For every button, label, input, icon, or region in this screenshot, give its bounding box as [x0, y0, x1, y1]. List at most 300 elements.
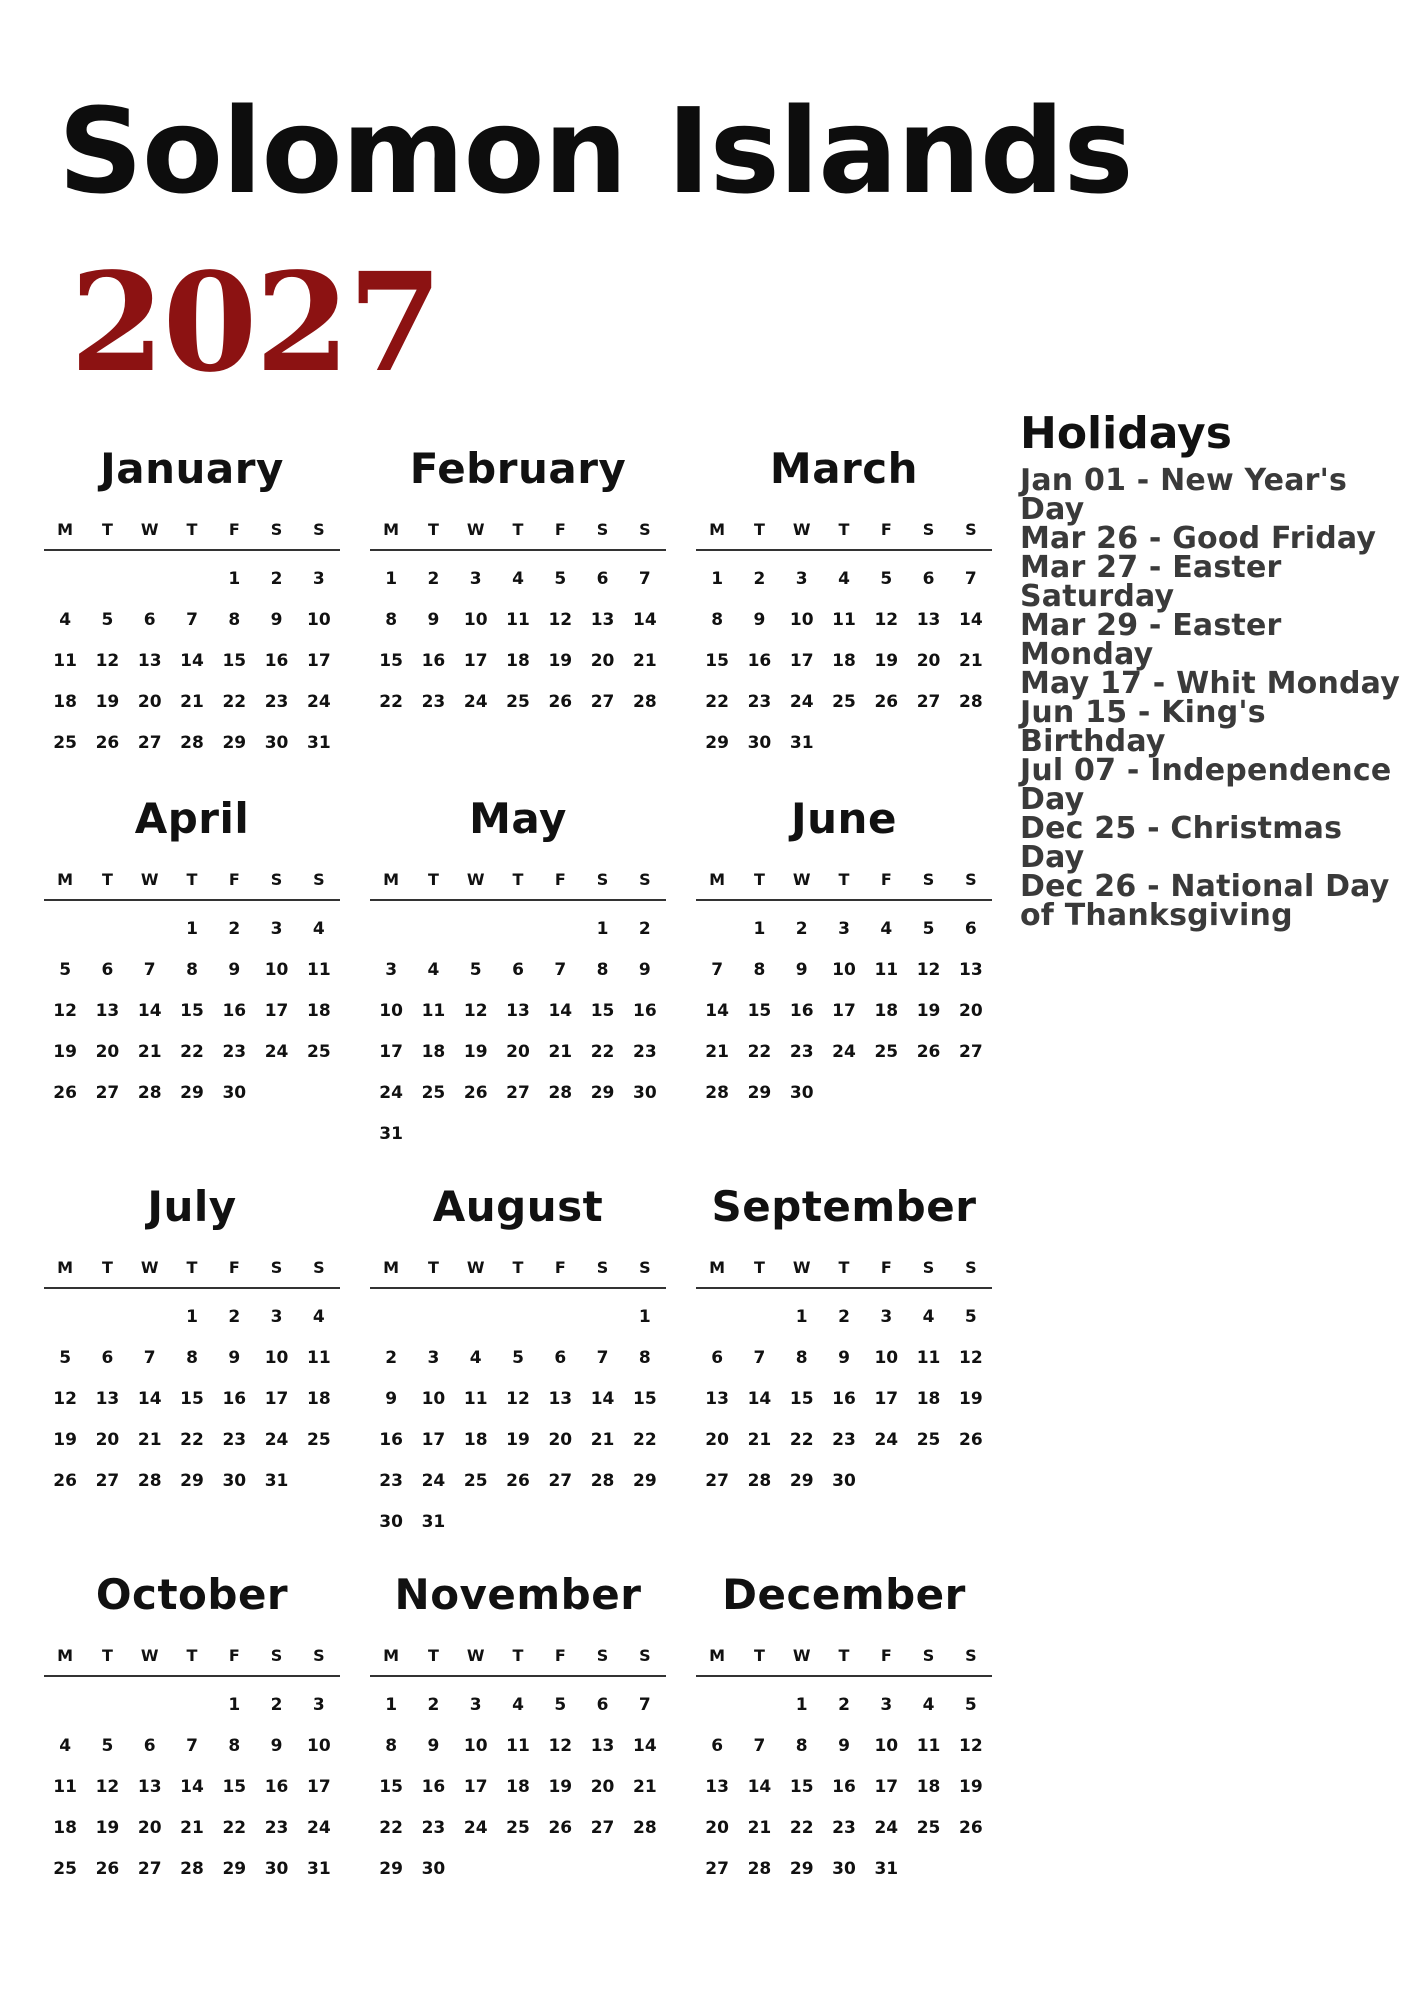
day-cell: 13: [95, 1001, 120, 1021]
weekday-label: S: [270, 1258, 283, 1277]
day-cell: 2: [795, 919, 808, 939]
empty-cell: [370, 1297, 412, 1338]
day-cell: 18: [307, 1001, 331, 1021]
day-cell: 15: [590, 1001, 615, 1021]
weekday-label: F: [880, 1258, 892, 1277]
day-cell: 17: [874, 1389, 899, 1409]
day-cell: 16: [264, 651, 289, 671]
day-cell: 7: [711, 960, 724, 980]
day-cell: 19: [548, 1777, 573, 1797]
empty-cell: [86, 559, 128, 600]
day-cell: 25: [53, 733, 77, 753]
day-cell: 1: [186, 919, 198, 939]
day-cell: 1: [596, 919, 609, 939]
day-cell: 7: [596, 1348, 609, 1368]
weekday-label: S: [270, 870, 283, 889]
day-grid: [44, 1685, 340, 1890]
empty-cell: [412, 1297, 454, 1338]
weekday-label: M: [57, 520, 74, 539]
day-cell: 3: [385, 960, 398, 980]
day-cell: 31: [789, 733, 814, 753]
day-cell: 13: [137, 651, 162, 671]
day-cell: 20: [137, 1818, 162, 1838]
day-cell: 4: [512, 1695, 524, 1715]
day-cell: 18: [506, 651, 530, 671]
day-cell: 3: [469, 569, 482, 589]
day-cell: 15: [633, 1389, 657, 1409]
day-cell: 18: [53, 692, 77, 712]
holiday-item: Mar 26 - Good Friday: [1020, 521, 1377, 556]
day-cell: 14: [137, 1389, 162, 1409]
day-cell: 21: [633, 651, 657, 671]
day-cell: 4: [880, 919, 893, 939]
day-cell: 8: [795, 1348, 808, 1368]
weekday-label: W: [466, 1646, 485, 1665]
day-cell: 24: [307, 692, 331, 712]
day-cell: 4: [512, 569, 524, 589]
day-cell: 20: [916, 651, 941, 671]
day-cell: 9: [427, 1736, 440, 1756]
weekday-label: W: [140, 1258, 159, 1277]
day-cell: 27: [95, 1083, 120, 1103]
weekday-label: F: [880, 1646, 892, 1665]
day-cell: 3: [469, 1695, 482, 1715]
empty-cell: [44, 559, 86, 600]
weekday-label: S: [922, 870, 935, 889]
day-cell: 8: [186, 1348, 198, 1368]
day-cell: 9: [270, 610, 283, 630]
weekday-label: W: [792, 870, 811, 889]
empty-cell: [696, 1685, 738, 1726]
month-march: [696, 444, 992, 764]
day-cell: 27: [959, 1042, 983, 1062]
day-cell: 24: [264, 1430, 289, 1450]
empty-cell: [86, 909, 128, 950]
month-name: February: [409, 444, 627, 493]
day-cell: 10: [832, 960, 856, 980]
day-cell: 15: [705, 651, 729, 671]
weekday-label: T: [427, 520, 439, 539]
day-cell: 6: [512, 960, 524, 980]
day-cell: 19: [874, 651, 899, 671]
weekday-label: S: [596, 870, 609, 889]
empty-cell: [412, 909, 454, 950]
day-cell: 24: [421, 1471, 446, 1491]
weekday-header: [370, 520, 666, 551]
weekday-label: S: [596, 520, 609, 539]
day-cell: 4: [469, 1348, 482, 1368]
day-cell: 14: [180, 651, 204, 671]
day-cell: 9: [753, 610, 766, 630]
day-cell: 31: [307, 1859, 331, 1879]
day-cell: 4: [312, 919, 325, 939]
weekday-label: M: [57, 1646, 74, 1665]
day-cell: 25: [421, 1083, 446, 1103]
day-cell: 14: [548, 1001, 573, 1021]
weekday-label: W: [792, 1258, 811, 1277]
empty-cell: [44, 1297, 86, 1338]
day-cell: 8: [753, 960, 766, 980]
day-cell: 8: [711, 610, 724, 630]
empty-cell: [539, 1297, 581, 1338]
day-cell: 24: [307, 1818, 331, 1838]
day-cell: 26: [916, 1042, 941, 1062]
day-cell: 28: [747, 1471, 772, 1491]
day-cell: 12: [95, 1777, 120, 1797]
day-cell: 26: [53, 1083, 77, 1103]
month-january: [44, 444, 340, 764]
day-cell: 7: [143, 1348, 156, 1368]
holiday-item: Dec 25 - Christmas Day: [1020, 811, 1343, 875]
day-cell: 28: [959, 692, 983, 712]
day-cell: 17: [421, 1430, 446, 1450]
weekday-label: M: [383, 1646, 400, 1665]
empty-cell: [129, 909, 171, 950]
day-grid: [370, 559, 666, 723]
day-cell: 26: [53, 1471, 77, 1491]
weekday-label: T: [101, 520, 113, 539]
weekday-label: W: [466, 520, 485, 539]
weekday-label: F: [554, 870, 566, 889]
day-cell: 16: [421, 1777, 446, 1797]
weekday-label: M: [709, 520, 726, 539]
day-cell: 20: [95, 1042, 120, 1062]
day-cell: 10: [264, 1348, 289, 1368]
month-february: [370, 444, 666, 723]
day-cell: 2: [427, 569, 440, 589]
weekday-label: S: [922, 520, 935, 539]
weekday-label: T: [427, 1646, 439, 1665]
day-cell: 6: [596, 569, 609, 589]
empty-cell: [129, 1685, 171, 1726]
day-cell: 5: [964, 1695, 977, 1715]
day-cell: 15: [789, 1389, 814, 1409]
month-name: January: [100, 444, 284, 493]
day-cell: 12: [959, 1736, 983, 1756]
empty-cell: [171, 1685, 213, 1726]
weekday-label: S: [965, 870, 977, 889]
day-cell: 27: [590, 692, 615, 712]
day-cell: 11: [506, 610, 530, 630]
day-cell: 20: [95, 1430, 120, 1450]
day-cell: 12: [506, 1389, 530, 1409]
weekday-label: S: [313, 1646, 325, 1665]
day-cell: 28: [180, 733, 204, 753]
day-cell: 23: [222, 1430, 247, 1450]
weekday-label: S: [639, 870, 651, 889]
weekday-label: T: [753, 870, 765, 889]
day-cell: 25: [506, 1818, 530, 1838]
day-cell: 15: [180, 1001, 204, 1021]
day-cell: 22: [789, 1818, 814, 1838]
day-cell: 18: [53, 1818, 77, 1838]
day-cell: 12: [548, 1736, 573, 1756]
day-cell: 30: [264, 1859, 289, 1879]
day-cell: 25: [307, 1430, 331, 1450]
day-cell: 10: [379, 1001, 403, 1021]
day-cell: 5: [59, 960, 72, 980]
day-cell: 4: [427, 960, 440, 980]
day-cell: 4: [312, 1307, 325, 1327]
day-cell: 18: [916, 1777, 941, 1797]
weekday-header: [696, 1258, 992, 1289]
day-grid: [44, 909, 340, 1114]
day-cell: 24: [789, 692, 814, 712]
day-cell: 8: [228, 610, 241, 630]
day-cell: 19: [95, 692, 120, 712]
day-cell: 9: [228, 960, 241, 980]
holidays-panel: [1020, 408, 1400, 933]
weekday-label: T: [186, 1646, 198, 1665]
day-cell: 28: [137, 1471, 162, 1491]
weekday-label: S: [596, 1646, 609, 1665]
day-cell: 7: [964, 569, 977, 589]
day-cell: 29: [379, 1859, 403, 1879]
day-cell: 16: [747, 651, 772, 671]
day-cell: 26: [463, 1083, 488, 1103]
day-cell: 6: [596, 1695, 609, 1715]
day-cell: 12: [916, 960, 941, 980]
month-august: [370, 1182, 666, 1543]
day-cell: 6: [711, 1736, 724, 1756]
day-cell: 8: [638, 1348, 651, 1368]
month-name: October: [95, 1570, 289, 1619]
day-cell: 18: [506, 1777, 530, 1797]
day-cell: 17: [832, 1001, 856, 1021]
day-cell: 15: [789, 1777, 814, 1797]
empty-cell: [539, 909, 581, 950]
day-cell: 10: [264, 960, 289, 980]
day-cell: 31: [874, 1859, 899, 1879]
day-cell: 29: [747, 1083, 772, 1103]
day-cell: 2: [753, 569, 766, 589]
day-cell: 12: [463, 1001, 488, 1021]
weekday-label: T: [186, 520, 198, 539]
day-cell: 6: [554, 1348, 567, 1368]
day-cell: 29: [705, 733, 729, 753]
day-cell: 11: [463, 1389, 488, 1409]
day-cell: 10: [789, 610, 814, 630]
day-cell: 14: [747, 1389, 772, 1409]
day-cell: 19: [95, 1818, 120, 1838]
empty-cell: [738, 1297, 780, 1338]
day-cell: 26: [548, 1818, 573, 1838]
day-cell: 21: [747, 1430, 772, 1450]
day-cell: 25: [916, 1818, 941, 1838]
day-cell: 9: [228, 1348, 241, 1368]
day-cell: 20: [137, 692, 162, 712]
month-name: November: [394, 1570, 642, 1619]
day-cell: 16: [633, 1001, 657, 1021]
day-cell: 8: [186, 960, 198, 980]
day-cell: 25: [916, 1430, 941, 1450]
day-cell: 18: [307, 1389, 331, 1409]
day-cell: 22: [180, 1042, 204, 1062]
day-grid: [370, 1685, 666, 1890]
day-cell: 3: [880, 1307, 893, 1327]
day-cell: 16: [421, 651, 446, 671]
day-cell: 9: [270, 1736, 283, 1756]
weekday-label: T: [101, 1258, 113, 1277]
month-november: [370, 1570, 666, 1890]
weekday-label: W: [466, 1258, 485, 1277]
weekday-label: F: [228, 870, 240, 889]
day-cell: 8: [596, 960, 609, 980]
day-cell: 3: [427, 1348, 440, 1368]
weekday-label: W: [792, 1646, 811, 1665]
day-cell: 28: [633, 692, 657, 712]
empty-cell: [738, 1685, 780, 1726]
day-cell: 1: [385, 569, 398, 589]
day-cell: 23: [264, 1818, 289, 1838]
day-cell: 20: [548, 1430, 573, 1450]
day-cell: 9: [838, 1736, 850, 1756]
weekday-label: M: [709, 1258, 726, 1277]
day-cell: 4: [922, 1307, 935, 1327]
day-cell: 21: [180, 1818, 204, 1838]
day-cell: 31: [379, 1124, 403, 1144]
day-cell: 23: [222, 1042, 247, 1062]
month-name: June: [791, 794, 897, 843]
day-cell: 16: [222, 1001, 247, 1021]
day-grid: [696, 559, 992, 764]
day-cell: 4: [59, 610, 72, 630]
day-cell: 22: [379, 692, 403, 712]
day-cell: 13: [95, 1389, 120, 1409]
day-cell: 4: [838, 569, 850, 589]
empty-cell: [129, 1297, 171, 1338]
day-cell: 22: [705, 692, 729, 712]
weekday-label: F: [554, 1646, 566, 1665]
day-cell: 14: [590, 1389, 615, 1409]
weekday-label: S: [639, 1258, 651, 1277]
empty-cell: [455, 909, 497, 950]
day-cell: 3: [270, 919, 283, 939]
day-cell: 22: [222, 1818, 247, 1838]
day-cell: 25: [506, 692, 530, 712]
day-cell: 1: [795, 1307, 808, 1327]
day-cell: 17: [789, 651, 814, 671]
day-cell: 18: [421, 1042, 446, 1062]
holiday-item: Jan 01 - New Year's Day: [1020, 463, 1348, 527]
month-june: [696, 794, 992, 1114]
day-cell: 27: [137, 733, 162, 753]
day-cell: 26: [959, 1818, 983, 1838]
day-cell: 9: [427, 610, 440, 630]
day-cell: 30: [421, 1859, 446, 1879]
weekday-label: F: [228, 1258, 240, 1277]
day-cell: 2: [638, 919, 651, 939]
day-cell: 30: [789, 1083, 814, 1103]
day-cell: 7: [638, 1695, 651, 1715]
day-cell: 1: [228, 569, 241, 589]
day-cell: 21: [180, 692, 204, 712]
day-cell: 22: [747, 1042, 772, 1062]
weekday-label: S: [922, 1258, 935, 1277]
empty-cell: [497, 909, 539, 950]
weekday-label: W: [792, 520, 811, 539]
day-cell: 15: [222, 651, 247, 671]
day-cell: 5: [512, 1348, 524, 1368]
month-september: [696, 1182, 992, 1502]
day-cell: 19: [959, 1389, 983, 1409]
day-cell: 17: [379, 1042, 403, 1062]
day-cell: 15: [379, 1777, 403, 1797]
day-cell: 21: [705, 1042, 729, 1062]
day-cell: 17: [463, 1777, 488, 1797]
weekday-label: M: [57, 1258, 74, 1277]
weekday-label: F: [554, 1258, 566, 1277]
weekday-label: S: [922, 1646, 935, 1665]
day-cell: 3: [270, 1307, 283, 1327]
day-cell: 1: [795, 1695, 808, 1715]
day-cell: 20: [705, 1430, 729, 1450]
day-cell: 21: [959, 651, 983, 671]
empty-cell: [86, 1297, 128, 1338]
day-cell: 1: [638, 1307, 651, 1327]
weekday-label: F: [554, 520, 566, 539]
day-cell: 10: [463, 1736, 488, 1756]
day-cell: 5: [964, 1307, 977, 1327]
day-cell: 31: [264, 1471, 289, 1491]
day-cell: 13: [506, 1001, 530, 1021]
weekday-label: W: [466, 870, 485, 889]
weekday-label: F: [228, 1646, 240, 1665]
day-cell: 12: [53, 1001, 77, 1021]
day-cell: 27: [95, 1471, 120, 1491]
weekday-label: S: [639, 1646, 651, 1665]
day-cell: 1: [711, 569, 724, 589]
day-cell: 30: [633, 1083, 657, 1103]
day-cell: 16: [832, 1777, 856, 1797]
day-cell: 14: [137, 1001, 162, 1021]
day-cell: 23: [379, 1471, 403, 1491]
day-cell: 14: [959, 610, 983, 630]
day-cell: 7: [186, 610, 198, 630]
month-name: May: [469, 794, 567, 843]
day-cell: 11: [53, 651, 77, 671]
day-cell: 3: [880, 1695, 893, 1715]
weekday-header: [44, 1646, 340, 1677]
day-cell: 16: [222, 1389, 247, 1409]
weekday-label: F: [880, 520, 892, 539]
empty-cell: [581, 1297, 623, 1338]
day-cell: 28: [180, 1859, 204, 1879]
day-cell: 30: [222, 1471, 247, 1491]
day-cell: 24: [463, 692, 488, 712]
day-cell: 20: [506, 1042, 530, 1062]
day-cell: 13: [590, 610, 615, 630]
day-cell: 14: [633, 610, 657, 630]
empty-cell: [171, 559, 213, 600]
day-cell: 17: [463, 651, 488, 671]
day-cell: 24: [264, 1042, 289, 1062]
day-cell: 2: [838, 1307, 850, 1327]
day-cell: 5: [469, 960, 482, 980]
day-cell: 13: [705, 1777, 729, 1797]
empty-cell: [455, 1297, 497, 1338]
weekday-header: [44, 520, 340, 551]
day-cell: 17: [307, 651, 331, 671]
day-cell: 29: [789, 1859, 814, 1879]
day-cell: 30: [747, 733, 772, 753]
day-cell: 11: [53, 1777, 77, 1797]
day-cell: 6: [143, 1736, 156, 1756]
day-cell: 27: [590, 1818, 615, 1838]
day-cell: 30: [264, 733, 289, 753]
weekday-header: [696, 1646, 992, 1677]
day-cell: 22: [633, 1430, 657, 1450]
